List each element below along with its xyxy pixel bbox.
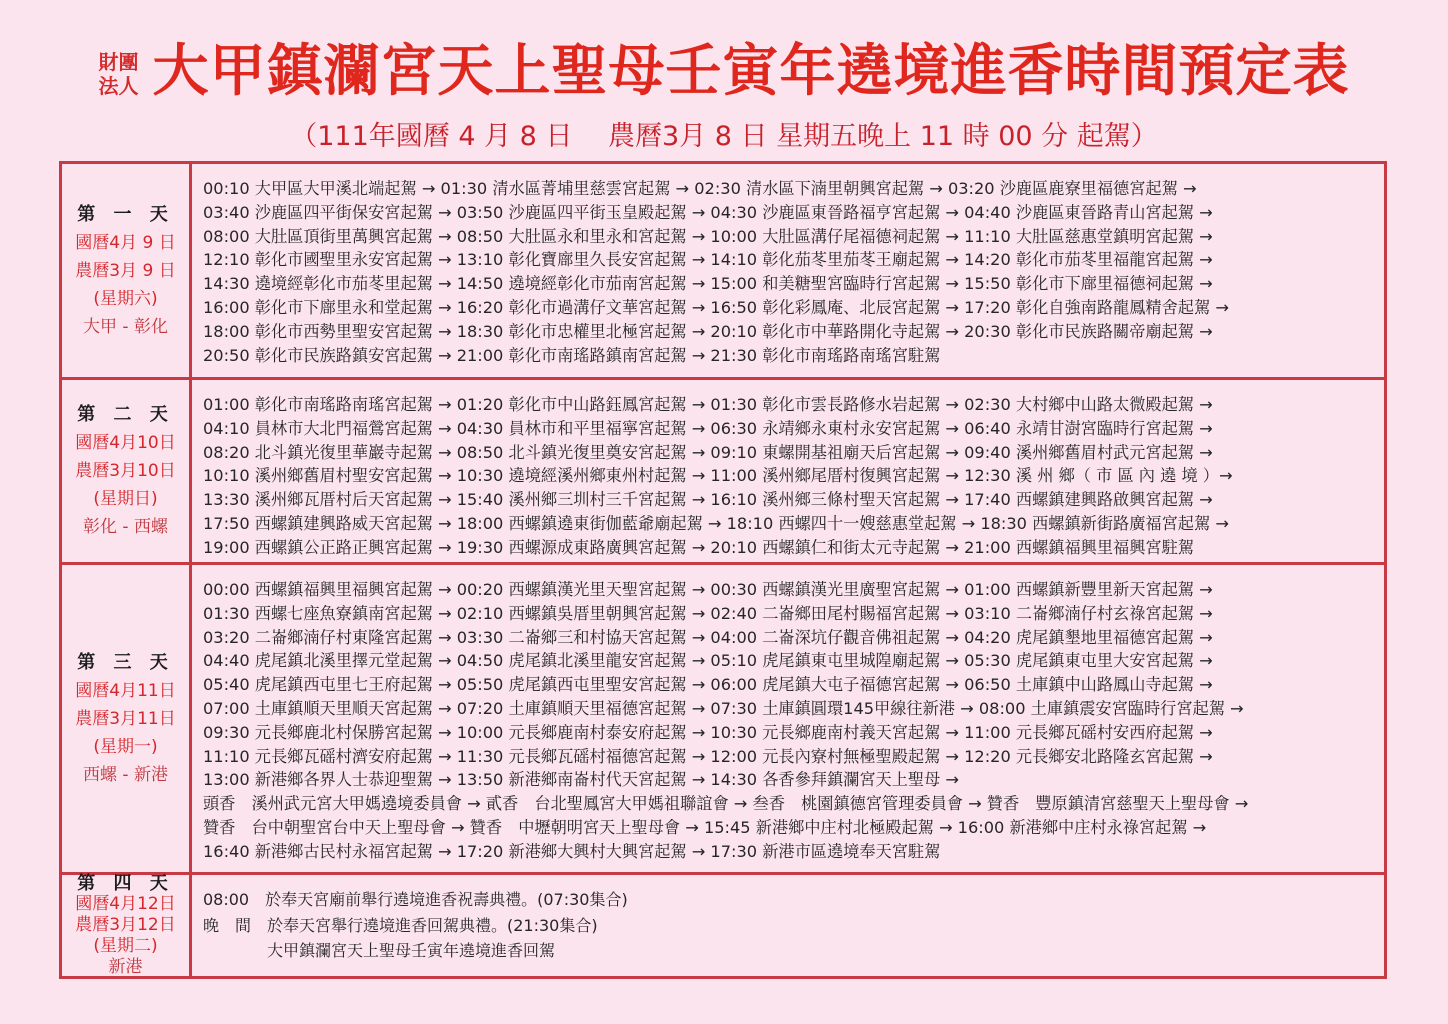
gregorian-date: 國曆4月 9 日 [75, 232, 176, 253]
org-line-1: 財團 [98, 50, 139, 74]
schedule-line: 04:10 員林市大北門福鶯宮起駕 → 04:30 員林市和平里福寧宮起駕 → 06:30 永靖鄉永東村永安宮起駕 → 06:40 永靖甘澍宮臨時行宮起駕 → [203, 418, 1213, 438]
schedule-content [197, 380, 1382, 562]
route: 大甲 - 彰化 [83, 316, 168, 337]
lunar-date: 農曆3月12日 [75, 915, 176, 935]
schedule-line: 04:40 虎尾鎮北溪里擇元堂起駕 → 04:50 虎尾鎮北溪里龍安宮起駕 → 05:10 虎尾鎮東屯里城隍廟起駕 → 05:30 虎尾鎮東屯里大安宮起駕 → [203, 651, 1213, 671]
weekday: (星期二) [93, 936, 158, 956]
lunar-date: 農曆3月10日 [75, 461, 176, 481]
schedule-line: 13:30 溪州鄉瓦厝村后天宮起駕 → 15:40 溪州鄉三圳村三千宮起駕 → 16:10 溪州鄉三條村聖天宮起駕 → 17:40 西螺鎮建興路啟興宮起駕 → [203, 490, 1213, 510]
lunar-date: 農曆3月11日 [75, 708, 176, 729]
day-cell [62, 875, 192, 976]
schedule-line: 贊香 台中朝聖宮台中天上聖母會 → 贊香 中壢朝明宮天上聖母會 → 15:45 新港鄉中庄村北極殿起駕 → 16:00 新港鄉中庄村永祿宮起駕 → [203, 817, 1207, 837]
schedule-line: 17:50 西螺鎮建興路威天宮起駕 → 18:00 西螺鎮遶東街伽藍爺廟起駕 → 18:10 西螺四十一嫂慈惠堂起駕 → 18:30 西螺鎮新街路廣福宮起駕 → [203, 513, 1229, 533]
schedule-table [59, 161, 1387, 979]
weekday: (星期一) [93, 736, 158, 757]
day-row-3 [62, 565, 1384, 875]
schedule-line: 19:00 西螺鎮公正路正興宮起駕 → 19:30 西螺源成東路廣興宮起駕 → 20:10 西螺鎮仁和街太元寺起駕 → 21:00 西螺鎮福興里福興宮駐駕 [203, 537, 1194, 557]
lunar-date: 農曆3月 9 日 [75, 260, 176, 281]
route: 西螺 - 新港 [83, 764, 168, 785]
day-cell [62, 565, 192, 872]
schedule-line: 05:40 虎尾鎮西屯里七王府起駕 → 05:50 虎尾鎮西屯里聖安宮起駕 → 06:00 虎尾鎮大屯子福德宮起駕 → 06:50 土庫鎮中山路鳳山寺起駕 → [203, 675, 1213, 695]
day-row-4 [62, 875, 1384, 976]
day-label: 第 二 天 [77, 404, 174, 425]
org-label [99, 50, 139, 98]
title-bar [0, 40, 1448, 104]
day-cell [62, 164, 192, 377]
schedule-line: 03:20 二崙鄉湳仔村東隆宮起駕 → 03:30 二崙鄉三和村協天宮起駕 → 04:00 二崙深坑仔觀音佛祖起駕 → 04:20 虎尾鎮墾地里福德宮起駕 → [203, 627, 1213, 647]
schedule-line: 12:10 彰化市國聖里永安宮起駕 → 13:10 彰化寶廍里久長安宮起駕 → 14:10 彰化茄苳里茄苳王廟起駕 → 14:20 彰化市茄苳里福龍宮起駕 → [203, 250, 1213, 270]
schedule-line: 16:40 新港鄉古民村永福宮起駕 → 17:20 新港鄉大興村大興宮起駕 → 17:30 新港市區遶境奉天宮駐駕 [203, 841, 941, 861]
weekday: (星期六) [93, 288, 158, 309]
schedule-line: 頭香 溪州武元宮大甲媽遶境委員會 → 貳香 台北聖鳳宮大甲媽祖聯誼會 → 叁香 桃園鎮德宮管理委員會 → 贊香 豐原鎮清宮慈聖天上聖母會 → [203, 794, 1249, 814]
schedule-line: 00:00 西螺鎮福興里福興宮起駕 → 00:20 西螺鎮漢光里天聖宮起駕 → 00:30 西螺鎮漢光里廣聖宮起駕 → 01:00 西螺鎮新豐里新天宮起駕 → [203, 580, 1213, 599]
schedule-line: 晚 間 於奉天宮舉行遶境進香回駕典禮。(21:30集合) [203, 915, 598, 935]
schedule-line: 09:30 元長鄉鹿北村保勝宮起駕 → 10:00 元長鄉鹿南村泰安府起駕 → 10:30 元長鄉鹿南村義天宮起駕 → 11:00 元長鄉瓦磘村安西府起駕 → [203, 722, 1213, 742]
schedule-content [197, 875, 1382, 976]
day-row-1 [62, 164, 1384, 380]
page-subtitle: （111年國曆 4 月 8 日 農曆3月 8 日 星期五晚上 11 時 00 分 起駕） [290, 121, 1158, 152]
schedule-line: 08:00 大肚區頂街里萬興宮起駕 → 08:50 大肚區永和里永和宮起駕 → 10:00 大肚區溝仔尾福德祠起駕 → 11:10 大肚區慈惠堂鎮明宮起駕 → [203, 226, 1213, 246]
schedule-content [197, 164, 1382, 377]
schedule-line: 18:00 彰化市西勢里聖安宮起駕 → 18:30 彰化市忠權里北極宮起駕 → 20:10 彰化市中華路開化寺起駕 → 20:30 彰化市民族路關帝廟起駕 → [203, 321, 1213, 341]
route: 彰化 - 西螺 [83, 517, 168, 537]
weekday: (星期日) [93, 489, 158, 509]
org-line-2: 法人 [98, 74, 139, 98]
schedule-line: 03:40 沙鹿區四平街保安宮起駕 → 03:50 沙鹿區四平街玉皇殿起駕 → 04:30 沙鹿區東晉路福亨宮起駕 → 04:40 沙鹿區東晉路青山宮起駕 → [203, 202, 1213, 222]
day-cell [62, 380, 192, 562]
day-row-2 [62, 380, 1384, 565]
schedule-line: 大甲鎮瀾宮天上聖母壬寅年遶境進香回駕 [203, 941, 556, 960]
schedule-line: 13:00 新港鄉各界人士恭迎聖駕 → 13:50 新港鄉南崙村代天宮起駕 → 14:30 各香參拜鎮瀾宮天上聖母 → [203, 770, 959, 790]
gregorian-date: 國曆4月12日 [75, 894, 176, 914]
gregorian-date: 國曆4月10日 [75, 433, 176, 453]
schedule-line: 00:10 大甲區大甲溪北端起駕 → 01:30 清水區菁埔里慈雲宮起駕 → 02:30 清水區下湳里朝興宮起駕 → 03:20 沙鹿區鹿寮里福德宮起駕 → [203, 179, 1197, 198]
day-label: 第 四 天 [77, 873, 174, 894]
schedule-line: 08:20 北斗鎮光復里華巖寺起駕 → 08:50 北斗鎮光復里奠安宮起駕 → 09:10 東螺開基祖廟天后宮起駕 → 09:40 溪州鄉舊眉村武元宮起駕 → [203, 442, 1213, 462]
schedule-line: 01:00 彰化市南瑤路南瑤宮起駕 → 01:20 彰化市中山路鈺鳳宮起駕 → 01:30 彰化市雲長路修水岩起駕 → 02:30 大村鄉中山路太微殿起駕 → [203, 395, 1213, 414]
schedule-line: 11:10 元長鄉瓦磘村濟安府起駕 → 11:30 元長鄉瓦磘村福德宮起駕 → 12:00 元長內寮村無極聖殿起駕 → 12:20 元長鄉安北路隆玄宮起駕 → [203, 746, 1213, 766]
day-label: 第 一 天 [77, 203, 174, 225]
schedule-line: 14:30 遶境經彰化市茄苳里起駕 → 14:50 遶境經彰化市茄南宮起駕 → 15:00 和美糖聖宮臨時行宮起駕 → 15:50 彰化市下廍里福德祠起駕 → [203, 274, 1213, 294]
schedule-line: 20:50 彰化市民族路鎮安宮起駕 → 21:00 彰化市南瑤路鎮南宮起駕 → 21:30 彰化市南瑤路南瑤宮駐駕 [203, 345, 941, 365]
gregorian-date: 國曆4月11日 [75, 680, 176, 701]
schedule-line: 01:30 西螺七座魚寮鎮南宮起駕 → 02:10 西螺鎮吳厝里朝興宮起駕 → 02:40 二崙鄉田尾村賜福宮起駕 → 03:10 二崙鄉湳仔村玄祿宮起駕 → [203, 603, 1213, 623]
schedule-content [197, 565, 1382, 872]
schedule-line: 08:00 於奉天宮廟前舉行遶境進香祝壽典禮。(07:30集合) [203, 890, 628, 909]
schedule-line: 16:00 彰化市下廍里永和堂起駕 → 16:20 彰化市過溝仔文華宮起駕 → 16:50 彰化彩鳳庵、北辰宮起駕 → 17:20 彰化自強南路龍鳳精舍起駕 → [203, 297, 1229, 317]
schedule-line: 07:00 土庫鎮順天里順天宮起駕 → 07:20 土庫鎮順天里福德宮起駕 → 07:30 土庫鎮圓環145甲線往新港 → 08:00 土庫鎮震安宮臨時行宮起駕 → [203, 698, 1244, 718]
page-title: 大甲鎮瀾宮天上聖母壬寅年遶境進香時間預定表 [152, 39, 1350, 104]
route: 新港 [108, 957, 143, 977]
day-label: 第 三 天 [77, 651, 174, 673]
schedule-line: 10:10 溪州鄉舊眉村聖安宮起駕 → 10:30 遶境經溪州鄉東州村起駕 → 11:00 溪州鄉尾厝村復興宮起駕 → 12:30 溪 州 鄉（ 市 區 內 遶 境 ）→ [203, 466, 1233, 486]
